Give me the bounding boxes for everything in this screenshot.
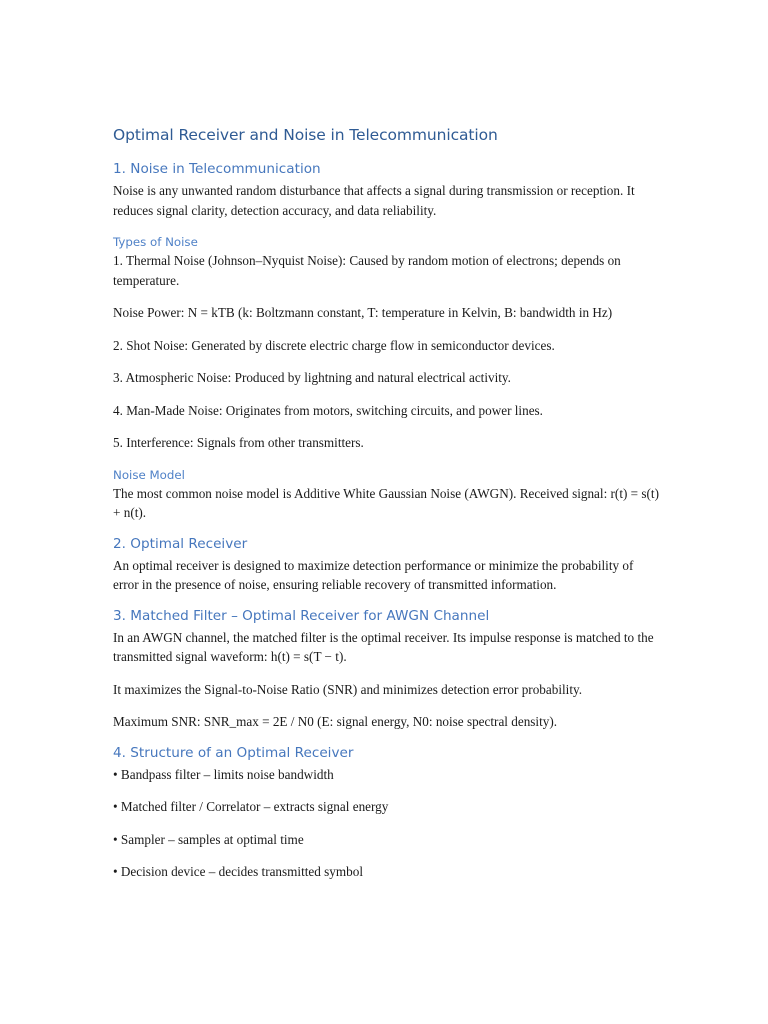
noise-power-formula: Noise Power: N = kTB (k: Boltzmann constant, T: temperature in Kelvin, B: bandwidth in Hz)	[113, 305, 613, 320]
noise-model-paragraph: The most common noise model is Additive White Gaussian Noise (AWGN). Received signal: r(t) = s(t) + n(t).	[113, 485, 659, 520]
noise-type-interference: 5. Interference: Signals from other transmitters.	[113, 435, 364, 450]
matched-filter-paragraph-1: In an AWGN channel, the matched filter is the optimal receiver. Its impulse response is matched to the transmitted signal waveform: h(t) = s(T − t).	[113, 629, 654, 664]
document-title: Optimal Receiver and Noise in Telecommunication	[113, 126, 498, 144]
receiver-structure-list	[113, 765, 661, 882]
matched-filter-paragraph-2: It maximizes the Signal-to-Noise Ratio (SNR) and minimizes detection error probability.	[113, 681, 583, 697]
noise-intro-paragraph: Noise is any unwanted random disturbance that affects a signal during transmission or reception. It reduces signal clarity, detection accuracy, and data reliability.	[113, 183, 635, 218]
section-heading-receiver-structure: 4. Structure of an Optimal Receiver	[113, 744, 354, 761]
matched-filter-paragraph-3: Maximum SNR: SNR_max = 2E / N0 (E: signal energy, N0: noise spectral density).	[113, 714, 558, 729]
list-item: • Matched filter / Correlator – extracts signal energy	[113, 799, 389, 814]
section-heading-noise: 1. Noise in Telecommunication	[113, 161, 321, 177]
noise-type-thermal: 1. Thermal Noise (Johnson–Nyquist Noise): Caused by random motion of electrons; depends on temperature.	[113, 253, 621, 288]
noise-type-atmospheric: 3. Atmospheric Noise: Produced by lightning and natural electrical activity.	[113, 370, 511, 385]
subheading-noise-model: Noise Model	[113, 467, 185, 482]
optimal-receiver-paragraph: An optimal receiver is designed to maximize detection performance or minimize the probability of error in the presence of noise, ensuring reliable recovery of transmitted information.	[113, 557, 634, 592]
section-heading-optimal-receiver: 2. Optimal Receiver	[113, 535, 248, 552]
noise-type-shot: 2. Shot Noise: Generated by discrete electric charge flow in semiconductor devices.	[113, 337, 555, 353]
document-content	[113, 124, 661, 895]
list-item: • Bandpass filter – limits noise bandwidth	[113, 766, 334, 782]
section-heading-matched-filter: 3. Matched Filter – Optimal Receiver for AWGN Channel	[113, 607, 490, 624]
subheading-types-of-noise: Types of Noise	[113, 235, 198, 249]
list-item: • Sampler – samples at optimal time	[113, 831, 304, 847]
list-item: • Decision device – decides transmitted symbol	[113, 864, 363, 879]
noise-type-man-made: 4. Man-Made Noise: Originates from motors, switching circuits, and power lines.	[113, 402, 543, 418]
